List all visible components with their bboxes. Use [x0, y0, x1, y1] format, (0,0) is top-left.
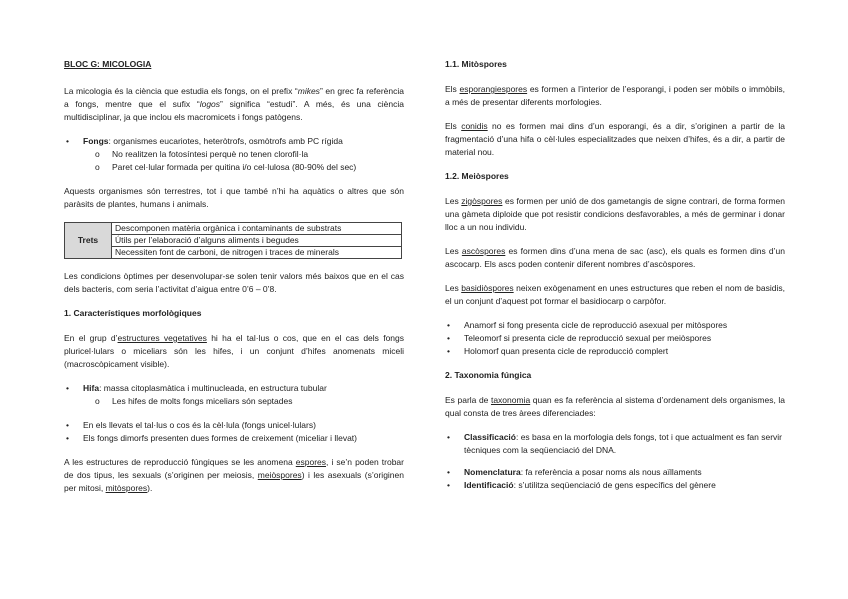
list-item: • Hifa: massa citoplasmàtica i multinucleada, en estructura tubular o Les hifes de molts fongs miceliars són septades — [64, 382, 404, 408]
section-heading: 1.1. Mitòspores — [445, 59, 507, 69]
left-column — [64, 58, 404, 506]
table-row — [65, 235, 402, 247]
document-title: BLOC G: MICOLOGIA — [64, 59, 152, 69]
morfs-list — [445, 319, 785, 358]
esporangi-paragraph: Els esporangiespores es formen a l’interior de l’esporangi, i poden ser mòbils o immòbils, a més de presentar diferents morfologies. — [445, 84, 786, 107]
list-item: • En els llevats el tal·lus o cos és la cèl·lula (fongs unicel·lulars) — [66, 420, 316, 430]
list-item: • Anamorf si fong presenta cicle de reproducció asexual per mitòspores — [447, 320, 728, 330]
list-item: • Els fongs dimorfs presenten dues formes de creixement (miceliar i llevat) — [66, 433, 357, 443]
ascospores-paragraph: Les ascòspores es formen dins d’una mena de sac (asc), els quals es formen dins d’un ascocarp. Els ascs poden contenir diferent nombres d’ascòspores. — [445, 246, 785, 269]
basidiospores-paragraph: Les basidiòspores neixen exògenament en unes estructures que reben el nom de basidis, el un conjunt d’aquest pot formar el basidiocarp o carpòfor. — [445, 283, 785, 306]
condicions-paragraph: Les condicions òptimes per desenvolupar-se solen tenir valors més baixos que en el cas dels bacteris, com seria l’activitat d’aigua entre 0’6 – 0’8. — [64, 271, 404, 294]
list-item: • Fongs: organismes eucariotes, heteròtrofs, osmòtrofs amb PC rígida o No realitzen la fotosíntesi perquè no tenen clorofil·la o Paret cel·lular formada per quitina i/o cel·lulosa (80-90% del sec) — [64, 135, 404, 174]
table-cell: Útils per l’elaboració d’alguns aliments i begudes — [112, 235, 402, 247]
estructures-paragraph: A les estructures de reproducció fúngiques se les anomena espores, i se’n poden trobar de dos tipus, les sexuals (s’originen per meiosis, meiòspores) i les asexuals (s’originen per mitosi, mitòspores). — [64, 457, 404, 493]
list-item: o Les hifes de molts fongs miceliars són septades — [95, 396, 293, 406]
list-item: • Nomenclatura: fa referència a posar noms als nous aïllaments — [447, 467, 702, 477]
list-item: • Identificació: s’utilitza seqüenciació de gens específics del gènere — [447, 480, 716, 490]
classificacio-list — [445, 431, 785, 457]
table-cell: Descomponen matèria orgànica i contaminants de substrats — [112, 223, 402, 235]
table-row — [65, 247, 402, 259]
table-header-cell: Trets — [65, 223, 112, 259]
terrestres-paragraph: Aquests organismes són terrestres, tot i que també n’hi ha aquàtics o altres que són paràsits de plantes, humans i animals. — [64, 186, 404, 209]
list-item: o No realitzen la fotosíntesi perquè no tenen clorofil·la — [95, 149, 309, 159]
trets-table — [64, 222, 402, 259]
llevats-list — [64, 419, 404, 445]
list-item: • Classificació: es basa en la morfologia dels fongs, tot i que actualment es fan servir tècniques com la seqüenciació del DNA. — [447, 432, 782, 455]
list-item: • Teleomorf si presenta cicle de reproducció sexual per meiòspores — [447, 333, 712, 343]
conidis-paragraph: Els conidis no es formen mai dins d’un esporangi, és a dir, s’originen a partir de la fragmentació d’una hifa o cèl·lules especialitzades que neixen d’hifes, és a dir, a partir de material nou. — [445, 121, 786, 157]
list-item: o Paret cel·lular formada per quitina i/o cel·lulosa (80-90% del sec) — [95, 162, 357, 172]
nomenclatura-list — [445, 466, 785, 492]
hifa-list — [64, 382, 404, 408]
section-heading: 2. Taxonomia fúngica — [445, 370, 532, 380]
hifa-sublist — [93, 395, 404, 408]
section-heading: 1.2. Meiòspores — [445, 171, 509, 181]
section-heading: 1. Característiques morfològiques — [64, 308, 202, 318]
table-row — [65, 223, 402, 235]
grup-paragraph: En el grup d’estructures vegetatives hi ha el tal·lus o cos, que en el cas dels fongs pluricel·lulars o miceliars són les hifes, i un conjunt d’hifes anomenats miceli (macroscòpicament visible). — [64, 333, 404, 369]
right-column — [445, 58, 785, 492]
fongs-list — [64, 135, 404, 174]
list-item: • Holomorf quan presenta cicle de reproducció complert — [447, 346, 669, 356]
intro-paragraph: La micologia és la ciència que estudia els fongs, on el prefix “mikes” en grec fa referència a fongs, mentre que el sufix “logos” significa “estudi”. A més, és una ciència multidisciplinar, ja que inclou els macromicets i fongs patògens. — [64, 86, 404, 122]
fongs-sublist — [93, 148, 404, 174]
table-cell: Necessiten font de carboni, de nitrogen i traces de minerals — [112, 247, 402, 259]
zigospores-paragraph: Les zigòspores es formen per unió de dos gametangis de signe contrari, de forma formen una gàmeta diploide que pot resistir condicions desfavorables, a més de germinar i donar lloc a un nou individu. — [445, 196, 785, 232]
taxonomia-paragraph: Es parla de taxonomia quan es fa referència al sistema d’ordenament dels organismes, la qual consta de tres àrees diferenciades: — [445, 395, 785, 418]
